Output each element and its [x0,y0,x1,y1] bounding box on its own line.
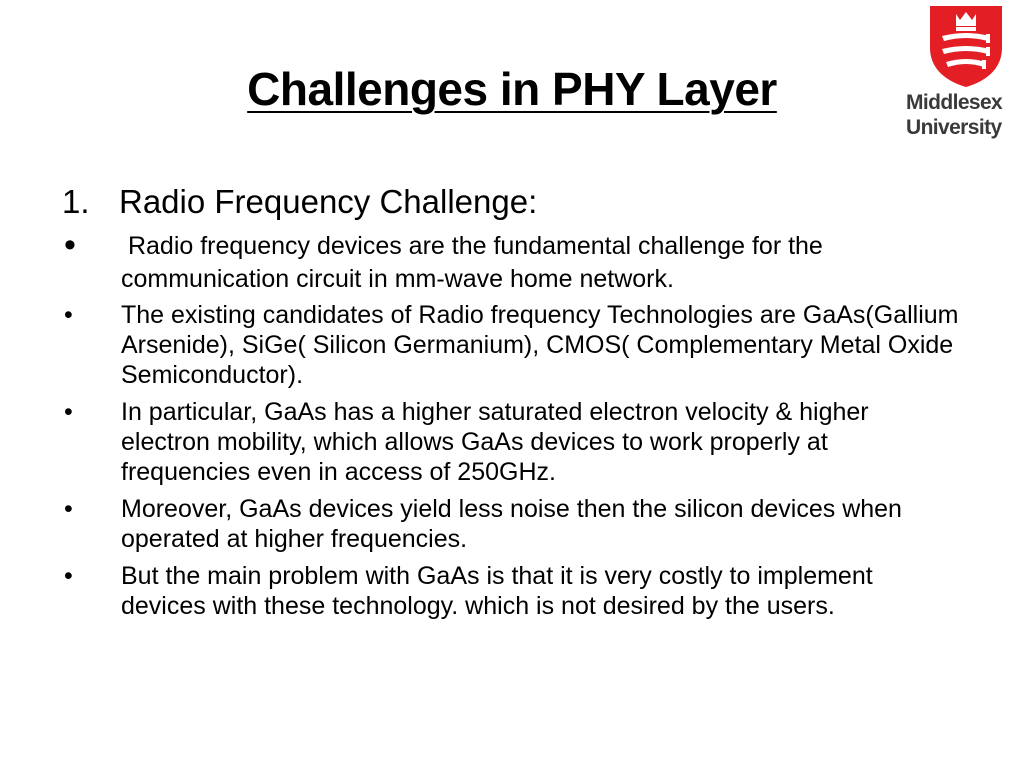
bullet-text: In particular, GaAs has a higher saturated electron velocity & higher electron mobility, which allows GaAs devices to work properly at frequencies even in access of 250GHz. [121,398,869,486]
numbered-heading [62,182,962,222]
bullet-item [62,494,962,554]
bullet-marker: • [64,301,73,329]
bullet-marker: • [64,562,73,590]
numbered-heading-text: Radio Frequency Challenge: [119,183,538,220]
logo-line-1: Middlesex [906,91,1003,114]
bullet-marker: • [64,495,73,523]
logo-wordmark [906,90,1024,140]
bullet-text: The existing candidates of Radio frequency Technologies are GaAs(Gallium Arsenide), SiGe( Silicon Germanium), CMOS( Complementary Metal Oxide Semiconductor). [121,301,959,389]
bullet-item [62,561,962,621]
bullet-item [62,226,962,296]
bullet-marker: • [64,398,73,426]
slide-title [0,62,1024,116]
bullet-marker: • [64,226,76,264]
university-logo [906,4,1024,144]
shield-icon [928,4,1004,88]
bullet-item [62,397,962,487]
list-number: 1. [62,183,90,220]
slide-title-text: Challenges in PHY Layer [247,63,777,115]
bullet-item [62,300,962,390]
slide-body [62,182,962,628]
logo-line-2: University [906,116,1002,139]
bullet-text: Moreover, GaAs devices yield less noise then the silicon devices when operated at higher frequencies. [121,495,902,553]
bullet-text: Radio frequency devices are the fundamental challenge for the communication circuit in mm-wave home network. [121,232,830,293]
bullet-text: But the main problem with GaAs is that it is very costly to implement devices with these technology. which is not desired by the users. [121,562,873,620]
